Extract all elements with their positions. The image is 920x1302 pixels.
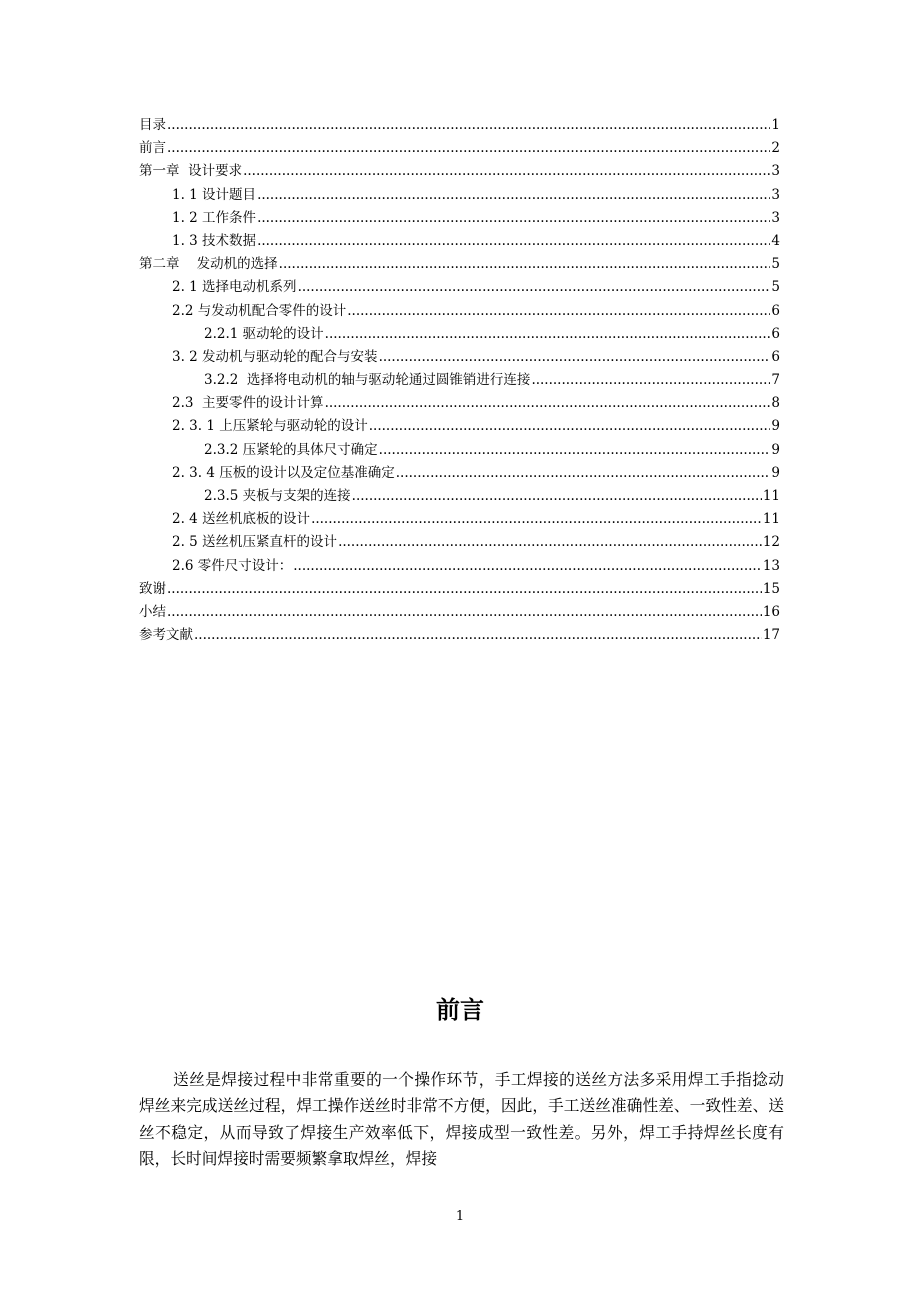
toc-entry[interactable] — [139, 415, 780, 438]
toc-entry-page: 12 — [762, 534, 780, 551]
toc-leader-dots — [167, 601, 762, 624]
toc-entry[interactable] — [139, 300, 780, 323]
table-of-contents — [139, 114, 780, 647]
toc-entry-title: 1. 1 设计题目 — [172, 186, 257, 203]
toc-entry-title: 第一章 设计要求 — [139, 163, 243, 180]
toc-entry-page: 9 — [771, 418, 780, 435]
toc-leader-dots — [167, 578, 762, 601]
toc-entry[interactable] — [139, 207, 780, 230]
toc-entry-page: 6 — [771, 348, 780, 365]
toc-leader-dots — [167, 114, 770, 137]
toc-entry[interactable] — [139, 531, 780, 554]
toc-leader-dots — [338, 531, 762, 554]
toc-entry-page: 17 — [762, 627, 780, 644]
toc-entry[interactable] — [139, 439, 780, 462]
toc-entry-page: 3 — [771, 209, 780, 226]
toc-entry-title: 2. 3. 1 上压紧轮与驱动轮的设计 — [172, 418, 368, 435]
toc-entry-title: 1. 2 工作条件 — [172, 209, 257, 226]
toc-leader-dots — [325, 392, 771, 415]
preface-paragraph: 送丝是焊接过程中非常重要的一个操作环节，手工焊接的送丝方法多采用焊工手指捻动焊丝来完成送丝过程，焊工操作送丝时非常不方便，因此，手工送丝准确性差、一致性差、送丝不稳定，从而导致了焊接生产效率低下，焊接成型一致性差。另外，焊工手持焊丝长度有限，长时间焊接时需要频繁拿取焊丝，焊接 — [139, 1070, 784, 1168]
toc-leader-dots — [257, 207, 770, 230]
toc-entry-page: 8 — [771, 395, 780, 412]
toc-leader-dots — [311, 508, 762, 531]
toc-entry-title: 1. 3 技术数据 — [172, 232, 257, 249]
toc-entry[interactable] — [139, 578, 780, 601]
toc-entry-title: 2.3.2 压紧轮的具体尺寸确定 — [204, 441, 378, 458]
toc-entry-page: 6 — [771, 325, 780, 342]
toc-entry[interactable] — [139, 369, 780, 392]
toc-entry-page: 11 — [762, 488, 780, 504]
toc-entry-title: 致谢 — [139, 580, 166, 597]
toc-entry-page: 6 — [771, 302, 780, 319]
toc-leader-dots — [243, 160, 770, 183]
toc-entry-page: 4 — [771, 232, 780, 249]
toc-entry-page: 15 — [762, 580, 780, 597]
toc-entry-page: 11 — [762, 511, 780, 528]
toc-entry-title: 2.6 零件尺寸设计： — [172, 557, 293, 574]
toc-entry[interactable] — [139, 253, 780, 276]
toc-entry-title: 前言 — [139, 140, 166, 157]
toc-entry-title: 第二章 发动机的选择 — [139, 256, 278, 273]
toc-leader-dots — [194, 624, 762, 647]
preface-heading: 前言 — [436, 996, 484, 1024]
toc-entry[interactable] — [139, 114, 780, 137]
toc-entry[interactable] — [139, 160, 780, 183]
toc-entry-page: 1 — [771, 117, 780, 133]
toc-entry-page: 5 — [771, 256, 780, 273]
toc-entry[interactable] — [139, 601, 780, 624]
toc-entry[interactable] — [139, 230, 780, 253]
toc-leader-dots — [325, 323, 771, 346]
toc-entry-title: 2.3.5 夹板与支架的连接 — [204, 488, 351, 504]
page-number: 1 — [455, 1209, 465, 1224]
toc-entry[interactable] — [139, 485, 780, 508]
toc-leader-dots — [396, 462, 771, 485]
toc-entry-page: 13 — [762, 557, 780, 574]
toc-entry[interactable] — [139, 508, 780, 531]
toc-entry-title: 目录 — [139, 117, 166, 133]
toc-entry[interactable] — [139, 462, 780, 485]
toc-entry-page: 7 — [771, 372, 780, 389]
toc-leader-dots — [379, 439, 771, 462]
toc-leader-dots — [298, 276, 771, 299]
toc-leader-dots — [379, 346, 771, 369]
toc-entry-title: 2.3 主要零件的设计计算 — [172, 395, 324, 412]
toc-leader-dots — [167, 137, 770, 160]
toc-entry-title: 2.2 与发动机配合零件的设计 — [172, 302, 347, 319]
toc-leader-dots — [531, 369, 770, 392]
toc-leader-dots — [257, 230, 770, 253]
toc-entry-title: 小结 — [139, 603, 166, 620]
toc-entry[interactable] — [139, 346, 780, 369]
toc-entry-title: 参考文献 — [139, 627, 193, 644]
toc-entry-page: 3 — [771, 186, 780, 203]
toc-entry[interactable] — [139, 323, 780, 346]
toc-entry[interactable] — [139, 624, 780, 647]
toc-entry-page: 9 — [771, 441, 780, 458]
toc-entry-page: 5 — [771, 279, 780, 296]
toc-entry[interactable] — [139, 392, 780, 415]
toc-leader-dots — [257, 184, 770, 207]
toc-entry-page: 3 — [771, 163, 780, 180]
toc-entry-title: 2. 4 送丝机底板的设计 — [172, 511, 311, 528]
toc-leader-dots — [352, 485, 762, 508]
toc-entry-title: 2.2.1 驱动轮的设计 — [204, 325, 324, 342]
toc-entry[interactable] — [139, 555, 780, 578]
toc-entry-page: 9 — [771, 464, 780, 481]
toc-entry-page: 16 — [762, 603, 780, 620]
toc-leader-dots — [347, 300, 770, 323]
toc-leader-dots — [293, 555, 762, 578]
toc-entry[interactable] — [139, 184, 780, 207]
toc-entry-page: 2 — [771, 140, 780, 157]
toc-entry[interactable] — [139, 137, 780, 160]
toc-entry-title: 2. 5 送丝机压紧直杆的设计 — [172, 534, 338, 551]
toc-leader-dots — [279, 253, 771, 276]
toc-entry-title: 3.2.2 选择将电动机的轴与驱动轮通过圆锥销进行连接 — [204, 372, 531, 389]
toc-entry-title: 2. 1 选择电动机系列 — [172, 279, 297, 296]
toc-entry-title: 2. 3. 4 压板的设计以及定位基准确定 — [172, 464, 395, 481]
toc-entry[interactable] — [139, 276, 780, 299]
toc-entry-title: 3. 2 发动机与驱动轮的配合与安装 — [172, 348, 378, 365]
toc-leader-dots — [369, 415, 771, 438]
